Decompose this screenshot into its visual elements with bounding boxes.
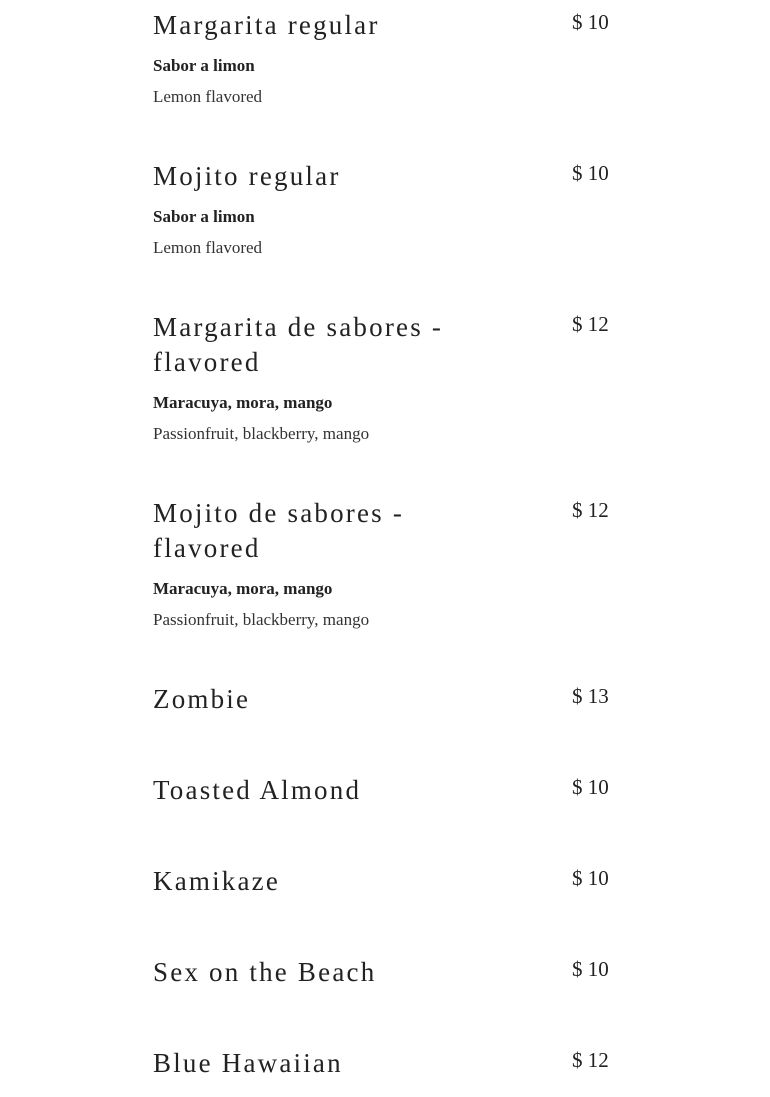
menu-item-name: Mojito de sabores - flavored (153, 498, 405, 563)
menu-item-price: $ 10 (572, 866, 609, 890)
menu-item-price: $ 10 (572, 957, 609, 981)
menu-item-subtitle: Maracuya, mora, mango (153, 393, 333, 412)
menu-item-subtitle: Sabor a limon (153, 56, 255, 75)
menu-item-price: $ 13 (572, 684, 609, 708)
menu-item-name: Margarita regular (153, 10, 380, 40)
menu-item-name: Mojito regular (153, 161, 341, 191)
menu-item-subtitle: Maracuya, mora, mango (153, 579, 333, 598)
menu-item-price: $ 10 (572, 161, 609, 185)
menu-item-name: Blue Hawaiian (153, 1048, 343, 1078)
menu-item-subtitle: Sabor a limon (153, 207, 255, 226)
menu-item-price: $ 10 (572, 775, 609, 799)
menu-item-price: $ 12 (572, 1048, 609, 1072)
menu-item-name: Margarita de sabores - flavored (153, 312, 444, 377)
menu-item-description: Passionfruit, blackberry, mango (153, 610, 370, 629)
menu-item-name: Toasted Almond (153, 775, 362, 805)
menu-item-name: Sex on the Beach (153, 957, 377, 987)
menu-item-description: Passionfruit, blackberry, mango (153, 424, 370, 443)
menu-item-price: $ 10 (572, 10, 609, 34)
menu-item-price: $ 12 (572, 312, 609, 336)
menu-item-description: Lemon flavored (153, 238, 263, 257)
menu-item-name: Kamikaze (153, 866, 281, 896)
menu-item-description: Lemon flavored (153, 87, 263, 106)
menu-item-name: Zombie (153, 684, 251, 714)
menu-item-price: $ 12 (572, 498, 609, 522)
